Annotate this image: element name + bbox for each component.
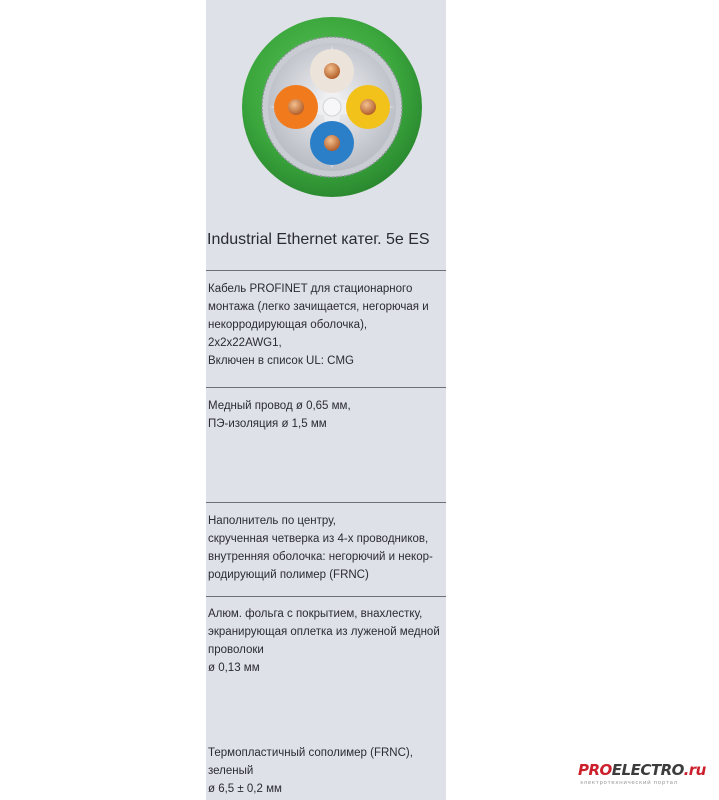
text-line: Медный провод ø 0,65 мм, [208, 400, 351, 412]
text-line: экранирующая оплетка из луженой медной [208, 626, 440, 638]
logo-tagline: электротехнический портал [580, 780, 678, 786]
divider [206, 596, 446, 597]
core-white [310, 49, 354, 93]
text-line: некорродирующая оболочка), [208, 319, 368, 331]
cable-cross-section-icon [240, 15, 424, 199]
text-line: 2x2x22AWG1, [208, 337, 282, 349]
logo-brand-red: PRO [578, 761, 612, 779]
section-conductor [208, 397, 446, 433]
divider [206, 387, 446, 388]
text-line: внутренняя оболочка: негорючий и некор- [208, 551, 433, 563]
text-line: Алюм. фольга с покрытием, внахлестку, [208, 608, 423, 620]
text-line: Термопластичный сополимер (FRNC), [208, 747, 413, 759]
section-cable-description [208, 280, 446, 370]
text-line: ø 6,5 ± 0,2 мм [208, 783, 282, 795]
core-yellow [346, 85, 390, 129]
logo-wordmark [578, 761, 706, 779]
logo-domain: .ru [683, 761, 706, 779]
page-title: Industrial Ethernet катег. 5e ES [207, 231, 430, 248]
core-orange [274, 85, 318, 129]
text-line: родирующий полимер (FRNC) [208, 569, 369, 581]
text-line: Наполнитель по центру, [208, 515, 336, 527]
text-line: Включен в список UL: CMG [208, 355, 354, 367]
text-line: Кабель PROFINET для стационарного [208, 283, 413, 295]
logo-brand-dark: ELECTRO [611, 761, 684, 779]
text-line: ПЭ-изоляция ø 1,5 мм [208, 418, 327, 430]
section-jacket [208, 744, 446, 798]
proelectro-logo [578, 761, 706, 791]
text-line: проволоки [208, 644, 264, 656]
divider [206, 270, 446, 271]
section-filler-sheath [208, 512, 446, 584]
text-line: монтажа (легко зачищается, негорючая и [208, 301, 429, 313]
text-line: ø 0,13 мм [208, 662, 260, 674]
core-blue [310, 121, 354, 165]
divider [206, 502, 446, 503]
text-line: зеленый [208, 765, 254, 777]
section-shield [208, 605, 446, 677]
text-line: скрученная четверка из 4-х проводников, [208, 533, 429, 545]
